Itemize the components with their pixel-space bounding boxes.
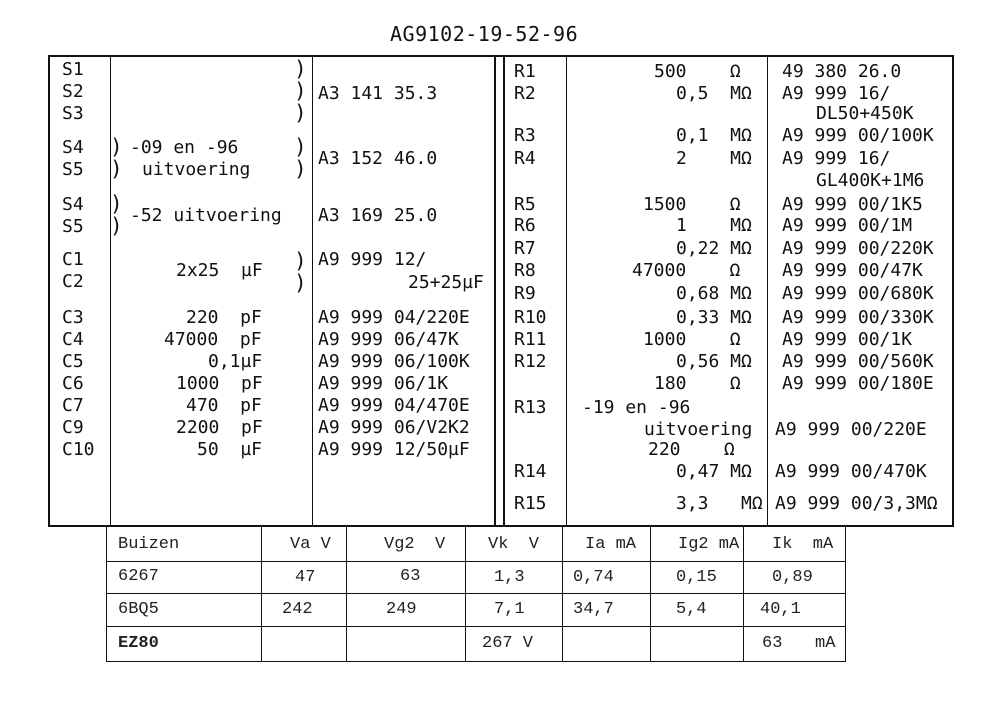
label-r10: R10	[514, 307, 547, 328]
tube-row-ez80-vk: 267 V	[482, 634, 534, 653]
tube-table-rule	[106, 593, 846, 594]
desc-s45-variant-b: -52 uitvoering	[130, 205, 282, 226]
tube-header-va: Va V	[290, 535, 331, 554]
tube-row-6bq5-va: 242	[282, 600, 313, 619]
code-r2: A9 999 16/	[782, 83, 891, 104]
label-s1: S1	[62, 59, 84, 80]
brace-right: )	[294, 271, 307, 295]
code-c5: A9 999 06/100K	[318, 351, 470, 372]
code-c9: A9 999 06/V2K2	[318, 417, 470, 438]
value-r2: 0,5 MΩ	[676, 83, 752, 104]
table-right-border	[952, 55, 954, 527]
code-r8: A9 999 00/47K	[782, 260, 923, 281]
label-c2: C2	[62, 271, 84, 292]
label-r4: R4	[514, 148, 536, 169]
value-r13: uitvoering	[644, 419, 753, 440]
value-r11: 1000 Ω	[643, 329, 741, 350]
value-r14: 0,47 MΩ	[676, 461, 752, 482]
code-r13: A9 999 00/220E	[775, 419, 927, 440]
desc-c7: 470 pF	[186, 395, 262, 416]
tube-row-ez80-name: EZ80	[118, 634, 159, 653]
tube-row-ez80-ik-unit: mA	[815, 634, 836, 653]
label-s4: S4	[62, 137, 84, 158]
brace-right: )	[294, 79, 307, 103]
code-s123: A3 141 35.3	[318, 83, 438, 104]
label-r7: R7	[514, 238, 536, 259]
tube-row-6267-name: 6267	[118, 567, 159, 586]
desc-c3: 220 pF	[186, 307, 262, 328]
divider	[767, 55, 768, 527]
code-r11: A9 999 00/1K	[782, 329, 913, 350]
tube-col-divider	[562, 527, 563, 662]
label-c3: C3	[62, 307, 84, 328]
tube-col-divider	[346, 527, 347, 662]
code-r9: A9 999 00/680K	[782, 283, 934, 304]
value-r5: 1500 Ω	[643, 194, 741, 215]
divider	[110, 55, 111, 527]
label-r12: R12	[514, 351, 547, 372]
code-r1: 49 380 26.0	[782, 61, 902, 82]
desc-c10: 50 µF	[197, 439, 263, 460]
value-r3: 0,1 MΩ	[676, 125, 752, 146]
tube-table-rule	[106, 561, 846, 562]
code-r14: A9 999 00/470K	[775, 461, 927, 482]
tube-header-ia: Ia mA	[585, 535, 637, 554]
table-bottom-border	[48, 525, 954, 527]
divider	[312, 55, 313, 527]
tube-row-6bq5-ig2: 5,4	[676, 600, 707, 619]
brace-right: )	[294, 57, 307, 81]
tube-table-border	[106, 527, 107, 662]
value-r4: 2 MΩ	[676, 148, 752, 169]
divider	[503, 55, 505, 527]
tube-row-6267-vk: 1,3	[494, 568, 525, 587]
tube-row-6bq5-ik: 40,1	[760, 600, 801, 619]
label-c9: C9	[62, 417, 84, 438]
label-r2: R2	[514, 83, 536, 104]
desc-c9: 2200 pF	[176, 417, 263, 438]
brace-left: )	[110, 214, 123, 238]
label-s2: S2	[62, 81, 84, 102]
brace-right: )	[294, 135, 307, 159]
tube-header-vg2: Vg2 V	[384, 535, 446, 554]
tube-row-6bq5-vg2: 249	[386, 600, 417, 619]
tube-header-ig2: Ig2 mA	[678, 535, 740, 554]
tube-table-rule	[106, 661, 846, 662]
code-r2: DL50+450K	[816, 103, 914, 124]
label-r15: R15	[514, 493, 547, 514]
code-c12: A9 999 12/	[318, 249, 427, 270]
label-r14: R14	[514, 461, 547, 482]
value-r10: 0,33 MΩ	[676, 307, 752, 328]
tube-row-6bq5-name: 6BQ5	[118, 600, 159, 619]
value-r9: 0,68 MΩ	[676, 283, 752, 304]
brace-right: )	[294, 101, 307, 125]
code-r5: A9 999 00/1K5	[782, 194, 923, 215]
value-r13: -19 en -96	[582, 397, 691, 418]
tube-col-divider	[261, 527, 262, 662]
label-r11: R11	[514, 329, 547, 350]
label-r1: R1	[514, 61, 536, 82]
brace-left: )	[110, 135, 123, 159]
code-r6: A9 999 00/1M	[782, 215, 913, 236]
code-s45b: A3 169 25.0	[318, 205, 438, 226]
tube-row-6267-vg2: 63	[400, 567, 421, 586]
value-r15: 3,3 MΩ	[676, 493, 763, 514]
code-r15: A9 999 00/3,3MΩ	[775, 493, 938, 514]
tube-row-ez80-ik: 63	[762, 634, 783, 653]
label-r8: R8	[514, 260, 536, 281]
value-r6: 1 MΩ	[676, 215, 752, 236]
desc-c4: 47000 pF	[164, 329, 262, 350]
code-c12: 25+25µF	[408, 272, 484, 293]
value-r12: 0,56 MΩ	[676, 351, 752, 372]
brace-right: )	[294, 249, 307, 273]
code-c7: A9 999 04/470E	[318, 395, 470, 416]
divider	[566, 55, 567, 527]
label-c5: C5	[62, 351, 84, 372]
label-c6: C6	[62, 373, 84, 394]
label-s5: S5	[62, 216, 84, 237]
code-s45a: A3 152 46.0	[318, 148, 438, 169]
tube-col-divider	[650, 527, 651, 662]
label-r13: R13	[514, 397, 547, 418]
desc-c5: 0,1µF	[208, 351, 263, 372]
tube-row-6bq5-vk: 7,1	[494, 600, 525, 619]
tube-table-border	[845, 527, 846, 662]
tube-col-divider	[743, 527, 744, 662]
tube-header-ik: Ik mA	[772, 535, 834, 554]
label-r6: R6	[514, 215, 536, 236]
table-left-border	[48, 55, 50, 527]
code-r3: A9 999 00/100K	[782, 125, 934, 146]
label-s4: S4	[62, 194, 84, 215]
tube-header-buizen: Buizen	[118, 535, 180, 554]
desc-s45-variant-a: -09 en -96	[130, 137, 239, 158]
label-r9: R9	[514, 283, 536, 304]
value-r13: 220 Ω	[648, 439, 735, 460]
code-r12b: A9 999 00/180E	[782, 373, 934, 394]
divider	[494, 55, 496, 527]
code-r12: A9 999 00/560K	[782, 351, 934, 372]
code-c4: A9 999 06/47K	[318, 329, 459, 350]
code-r10: A9 999 00/330K	[782, 307, 934, 328]
label-c7: C7	[62, 395, 84, 416]
code-c3: A9 999 04/220E	[318, 307, 470, 328]
value-r12b: 180 Ω	[654, 373, 741, 394]
tube-row-6267-va: 47	[295, 568, 316, 587]
code-r7: A9 999 00/220K	[782, 238, 934, 259]
tube-header-vk: Vk V	[488, 535, 540, 554]
label-r5: R5	[514, 194, 536, 215]
brace-right: )	[294, 157, 307, 181]
value-r8: 47000 Ω	[632, 260, 741, 281]
desc-c6: 1000 pF	[176, 373, 263, 394]
label-s5: S5	[62, 159, 84, 180]
code-r4: GL400K+1M6	[816, 170, 925, 191]
desc-s45-variant-a: uitvoering	[142, 159, 251, 180]
brace-left: )	[110, 192, 123, 216]
label-c4: C4	[62, 329, 84, 350]
value-r7: 0,22 MΩ	[676, 238, 752, 259]
desc-c12: 2x25 µF	[176, 260, 263, 281]
tube-col-divider	[465, 527, 466, 662]
table-top-border	[48, 55, 954, 57]
tube-row-6bq5-ia: 34,7	[573, 600, 614, 619]
tube-table-rule	[106, 626, 846, 627]
tube-row-6267-ik: 0,89	[772, 568, 813, 587]
tube-row-6267-ia: 0,74	[573, 568, 614, 587]
label-c10: C10	[62, 439, 95, 460]
code-c6: A9 999 06/1K	[318, 373, 449, 394]
label-s3: S3	[62, 103, 84, 124]
value-r1: 500 Ω	[654, 61, 741, 82]
tube-row-6267-ig2: 0,15	[676, 568, 717, 587]
label-c1: C1	[62, 249, 84, 270]
brace-left: )	[110, 157, 123, 181]
code-r4: A9 999 16/	[782, 148, 891, 169]
code-c10: A9 999 12/50µF	[318, 439, 470, 460]
label-r3: R3	[514, 125, 536, 146]
document-title: AG9102-19-52-96	[390, 22, 579, 46]
